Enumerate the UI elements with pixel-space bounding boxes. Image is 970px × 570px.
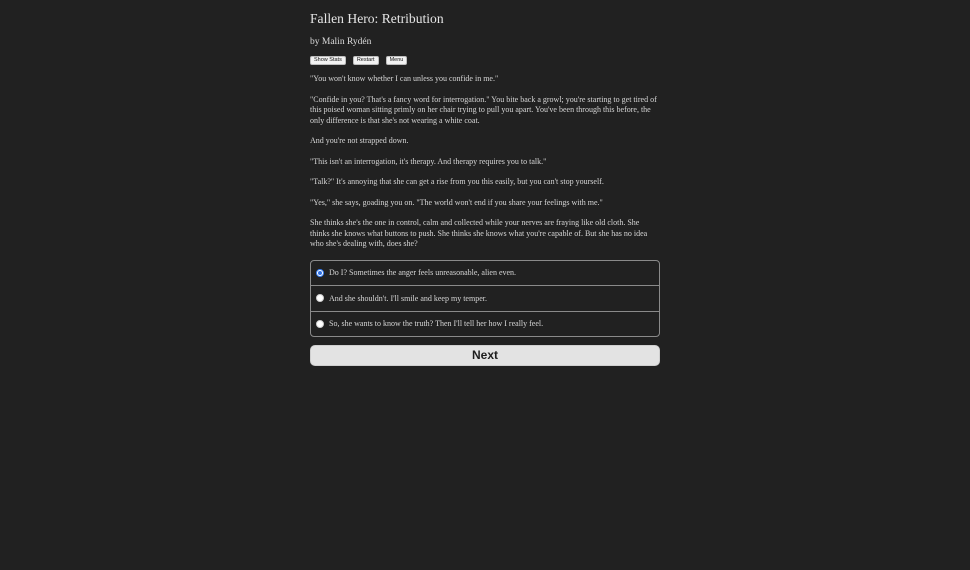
story-paragraph: "You won't know whether I can unless you confide in me." [310,74,499,83]
choice-label: So, she wants to know the truth? Then I'll tell her how I really feel. [329,319,544,329]
story-text [310,74,660,250]
story-paragraph: "This isn't an interrogation, it's therapy. And therapy requires you to talk." [310,156,547,166]
game-author: by Malin Rydén [310,37,372,47]
story-paragraph: And you're not strapped down. [310,136,409,145]
choice-option[interactable] [311,261,659,286]
story-paragraph: She thinks she's the one in control, calm and collected while your nerves are fraying like old cloth. She thinks she knows what buttons to push. She thinks she knows what you're capable of. But she has no idea who she's dealing with, does she? [310,218,648,248]
radio-icon[interactable] [316,294,324,302]
story-paragraph: "Confide in you? That's a fancy word for interrogation." You bite back a growl; you're starting to get tired of this poised woman sitting primly on her chair trying to pull you apart. You've been through this before, the only difference is that she's not wearing a white coat. [310,94,657,125]
game-page [310,0,660,366]
radio-selected-icon[interactable] [316,269,324,277]
show-stats-button[interactable]: Show Stats [310,56,346,65]
story-paragraph: "Yes," she says, goading you on. "The world won't end if you share your feelings with me." [310,197,603,207]
choice-label: Do I? Sometimes the anger feels unreasonable, alien even. [329,268,517,278]
menu-button[interactable]: Menu [386,56,408,65]
toolbar [310,56,660,66]
story-paragraph: "Talk?" It's annoying that she can get a rise from you this easily, but you can't stop yourself. [310,177,604,186]
radio-icon[interactable] [316,320,324,328]
game-title: Fallen Hero: Retribution [310,11,444,26]
next-button[interactable]: Next [310,345,660,366]
choice-list [310,260,660,338]
restart-button[interactable]: Restart [353,56,379,65]
choice-option[interactable] [311,311,659,337]
choice-option[interactable] [311,285,659,311]
choice-label: And she shouldn't. I'll smile and keep my temper. [329,293,487,303]
